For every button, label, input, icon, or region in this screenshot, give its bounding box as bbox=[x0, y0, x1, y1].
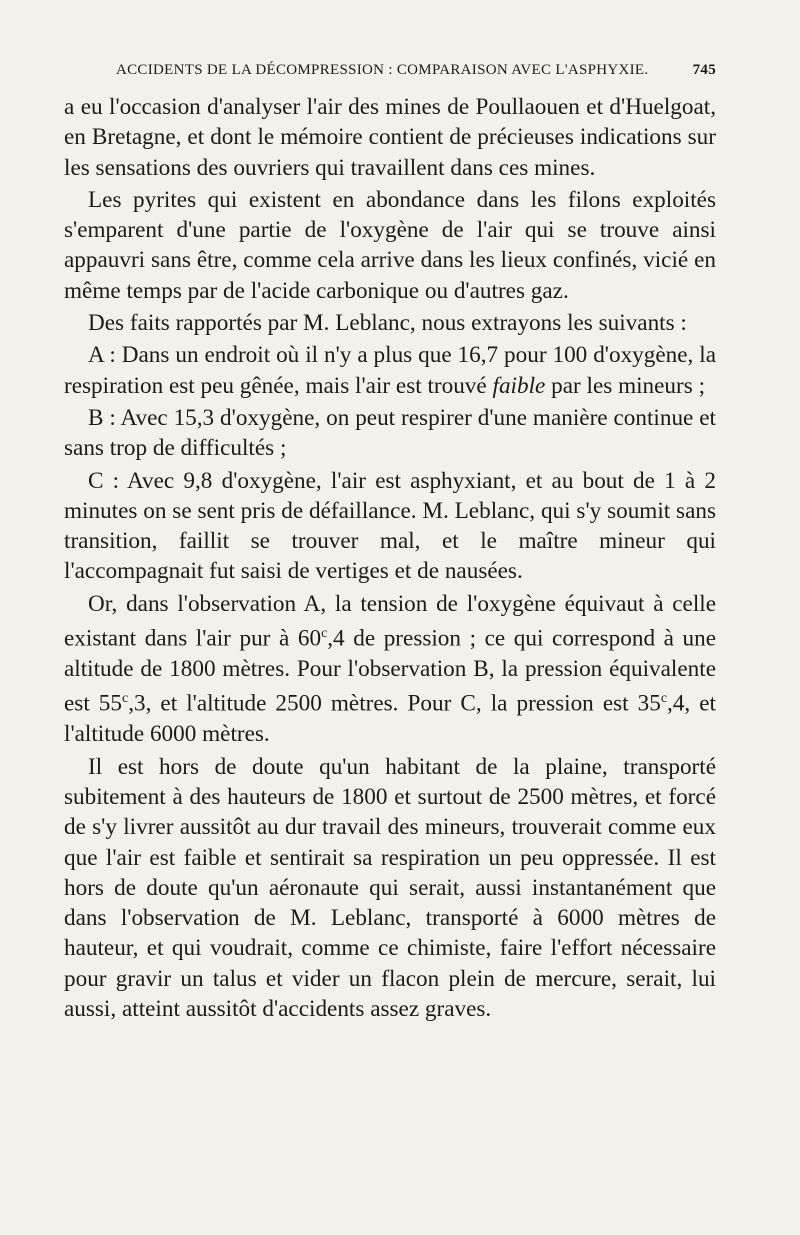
paragraph-continuation: a eu l'occasion d'analyser l'air des mines de Poullaouen et d'Huelgoat, en Bretagne, et dont le mémoire contient de précieuses indications sur les sensations des ouvriers qui travaillent dans ces mines. bbox=[64, 94, 716, 181]
page-number: 745 bbox=[692, 62, 716, 78]
running-header bbox=[110, 62, 716, 86]
paragraph-leblanc-intro: Des faits rapportés par M. Leblanc, nous extrayons les suivants : bbox=[88, 310, 687, 337]
paragraph-case-c: C : Avec 9,8 d'oxygène, l'air est asphyxiant, et au bout de 1 à 2 minutes on se sent pris de défaillance. M. Leblanc, qui s'y soumit sans transition, faillit se trouver mal, et le maître mineur qui l'accompagnait fut saisi de vertiges et de nausées. bbox=[64, 467, 716, 585]
paragraph-observation: Or, dans l'observation A, la tension de l'oxygène équivaut à celle existant dans l'air pur à 60$^c$,4 de pression ; ce qui correspond à une altitude de 1800 mètres. Pour l'observation B, la pression équivalente est 55$^c$,3, et l'altitude 2500 mètres. Pour C, la pression est 35$^c$,4, et l'altitude 6000 mètres. bbox=[64, 590, 716, 748]
paragraph-case-b: B : Avec 15,3 d'oxygène, on peut respirer d'une manière continue et sans trop de difficultés ; bbox=[64, 404, 716, 462]
page-body bbox=[64, 92, 716, 1024]
paragraph-conclusion: Il est hors de doute qu'un habitant de la plaine, transporté subitement à des hauteurs de 1800 et surtout de 2500 mètres, et forcé de s'y livrer aussitôt au dur travail des mineurs, trouverait comme eux que l'air est faible et sentirait sa respiration un peu oppressée. Il est hors de doute qu'un aéronaute qui serait, aussi instantanément que dans l'observation de M. Leblanc, transporté à 6000 mètres de hauteur, et qui voudrait, comme ce chimiste, faire l'effort nécessaire pour gravir un talus et vider un flacon plein de mercure, serait, lui aussi, atteint aussitôt d'accidents assez graves. bbox=[64, 753, 716, 1023]
running-title: ACCIDENTS DE LA DÉCOMPRESSION : COMPARAISON AVEC L'ASPHYXIE. bbox=[116, 62, 649, 78]
paragraph-pyrites: Les pyrites qui existent en abondance dans les filons exploités s'emparent d'une partie de l'oxygène de l'air qui se trouve ainsi appauvri sans être, comme cela arrive dans les lieux confinés, vicié en même temps par de l'acide carbonique ou d'autres gaz. bbox=[64, 186, 716, 304]
paragraph-case-a: A : Dans un endroit où il n'y a plus que 16,7 pour 100 d'oxygène, la respiration est peu gênée, mais l'air est trouvé faible par les mineurs ; bbox=[64, 342, 716, 399]
